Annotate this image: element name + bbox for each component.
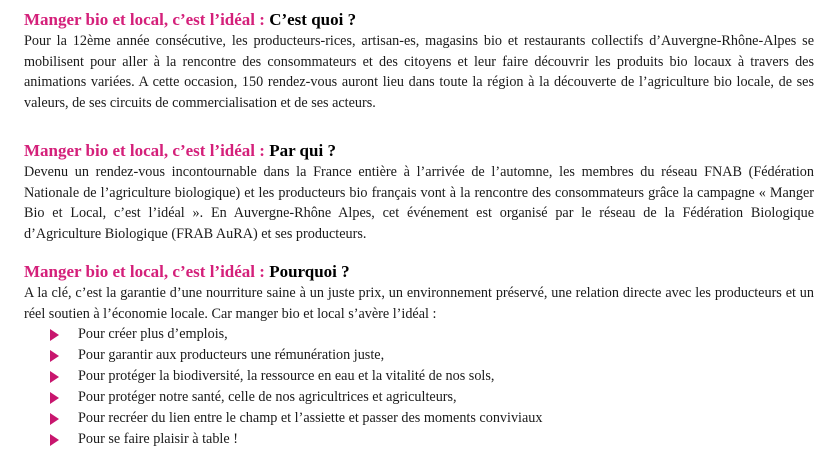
list-item-text: Pour créer plus d’emplois, bbox=[78, 326, 228, 342]
triangle-right-icon bbox=[50, 434, 59, 446]
list-item bbox=[50, 408, 814, 429]
heading-campaign-title: Manger bio et local, c’est l’idéal : bbox=[24, 141, 265, 160]
list-item-text: Pour se faire plaisir à table ! bbox=[78, 431, 238, 447]
list-item bbox=[50, 366, 814, 387]
list-item-text: Pour protéger notre santé, celle de nos agricultrices et agriculteurs, bbox=[78, 389, 457, 405]
list-item-text: Pour protéger la biodiversité, la ressource en eau et la vitalité de nos sols, bbox=[78, 368, 495, 384]
section-heading bbox=[24, 9, 814, 31]
section-heading bbox=[24, 261, 814, 283]
list-item bbox=[50, 429, 814, 450]
section-heading bbox=[24, 140, 814, 162]
heading-campaign-title: Manger bio et local, c’est l’idéal : bbox=[24, 262, 265, 281]
heading-question: Par qui ? bbox=[269, 141, 336, 160]
section-pourquoi bbox=[24, 261, 814, 450]
heading-campaign-title: Manger bio et local, c’est l’idéal : bbox=[24, 10, 265, 29]
list-item bbox=[50, 387, 814, 408]
document bbox=[24, 9, 814, 450]
triangle-right-icon bbox=[50, 392, 59, 404]
triangle-right-icon bbox=[50, 371, 59, 383]
heading-question: C’est quoi ? bbox=[269, 10, 357, 29]
section-paragraph: Devenu un rendez-vous incontournable dans la France entière à l’arrivée de l’automne, les membres du réseau FNAB (Fédération Nationale de l’agriculture biologique) et les producteurs bio français vont à la rencontre des consommateurs grâce la campagne « Manger Bio et Local, c’est l’idéal ». En Auvergne-Rhône Alpes, cet événement est organisé par le réseau de la Fédération Biologique d’Agriculture Biologique (FRAB AuRA) et ses producteurs. bbox=[24, 164, 814, 242]
section-paragraph: Pour la 12ème année consécutive, les producteurs-rices, artisan-es, magasins bio et restaurants collectifs d’Auvergne-Rhône-Alpes se mobilisent pour aller à la rencontre des consommateurs et des citoyens et leur faire découvrir les produits bio locaux à travers des animations variées. A cette occasion, 150 rendez-vous auront lieu dans toute la région à la découverte de l’agriculture bio locale, de ses valeurs, de ses circuits de commercialisation et de ses acteurs. bbox=[24, 33, 814, 111]
triangle-right-icon bbox=[50, 413, 59, 425]
benefits-list bbox=[24, 324, 814, 450]
list-item bbox=[50, 324, 814, 345]
section-paragraph: A la clé, c’est la garantie d’une nourriture saine à un juste prix, un environnement préservé, une relation directe avec les producteurs et un réel soutien à l’économie locale. Car manger bio et local s’avère l’idéal : bbox=[24, 285, 814, 322]
list-item bbox=[50, 345, 814, 366]
section-par-qui bbox=[24, 140, 814, 244]
list-item-text: Pour recréer du lien entre le champ et l’assiette et passer des moments conviviaux bbox=[78, 410, 543, 426]
section-cest-quoi bbox=[24, 9, 814, 113]
triangle-right-icon bbox=[50, 329, 59, 341]
heading-question: Pourquoi ? bbox=[269, 262, 350, 281]
list-item-text: Pour garantir aux producteurs une rémunération juste, bbox=[78, 347, 385, 363]
triangle-right-icon bbox=[50, 350, 59, 362]
